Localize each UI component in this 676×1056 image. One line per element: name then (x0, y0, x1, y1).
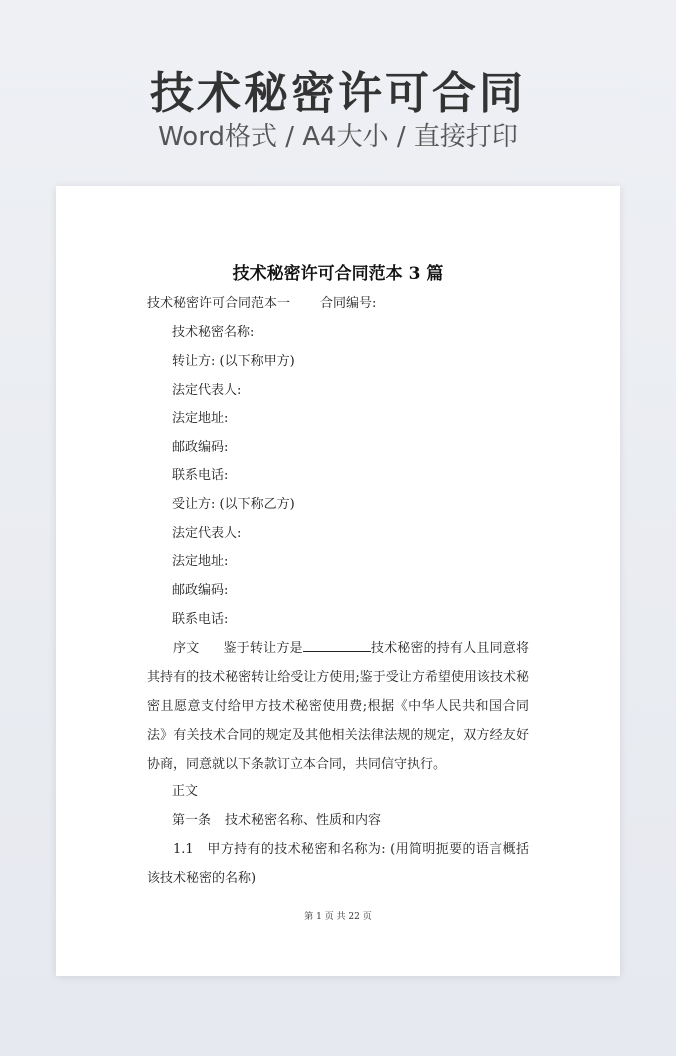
contract-heading: 技术秘密许可合同范本一 (147, 296, 291, 311)
preface-label: 序文 (173, 641, 200, 656)
field-transferee-address: 法定地址: (172, 554, 229, 569)
banner-subtitle: Word格式 / A4大小 / 直接打印 (158, 122, 518, 152)
banner-title: 技术秘密许可合同 (150, 68, 526, 119)
main-text-label: 正文 (172, 784, 199, 799)
contract-heading-line (147, 294, 376, 314)
document-title: 技术秘密许可合同范本 3 篇 (232, 264, 444, 284)
field-transferor-representative: 法定代表人: (172, 383, 242, 398)
contract-number-label: 合同编号: (320, 296, 377, 311)
preface-text-start: 鉴于转让方是 (223, 641, 303, 656)
field-transferee-postcode: 邮政编码: (172, 583, 229, 598)
field-transferee-representative: 法定代表人: (172, 526, 242, 541)
article-1-heading (172, 811, 381, 831)
field-transferor: 转让方: (以下称甲方) (172, 354, 295, 369)
document-page (56, 186, 620, 976)
field-transferor-phone: 联系电话: (172, 468, 229, 483)
field-transferee-phone: 联系电话: (172, 612, 229, 627)
article-title: 技术秘密名称、性质和内容 (225, 813, 382, 828)
field-transferor-postcode: 邮政编码: (172, 440, 229, 455)
field-transferor-address: 法定地址: (172, 411, 229, 426)
preface-text-rest: 技术秘密的持有人且同意将其持有的技术秘密转让给受让方使用;鉴于受让方希望使用该技术秘密且愿意支付给甲方技术秘密使用费;根据《中华人民共和国合同法》有关技术合同的规定及其他相关法律法规的规定，双方经友好协商，同意就以下条款订立本合同，共同信守执行。 (147, 641, 529, 772)
page-footer: 第 1 页 共 22 页 (304, 912, 372, 922)
preface-blank-line (303, 637, 371, 652)
clause-1-1: 1.1 甲方持有的技术秘密和名称为: (用简明扼要的语言概括该技术秘密的名称) (147, 842, 529, 886)
field-transferee: 受让方: (以下称乙方) (172, 497, 295, 512)
article-number: 第一条 (172, 813, 212, 828)
field-secret-name: 技术秘密名称: (172, 325, 255, 340)
preface-paragraph (147, 634, 529, 779)
